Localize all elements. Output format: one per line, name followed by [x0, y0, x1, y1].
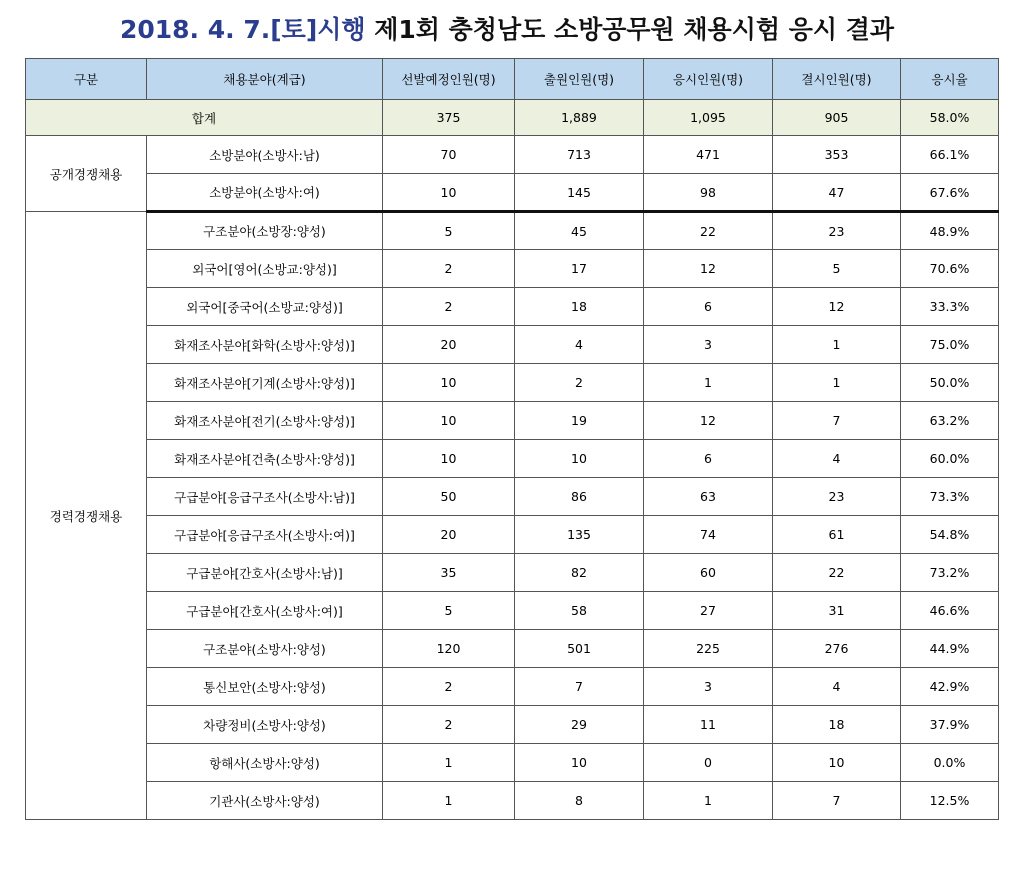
cell-planned: 2: [383, 706, 515, 744]
cell-applied: 8: [515, 782, 644, 820]
table-row: [26, 516, 999, 554]
header-attended: 응시인원(명): [644, 59, 773, 100]
cell-attended: 471: [644, 136, 773, 174]
cell-rate: 48.9%: [901, 212, 999, 250]
header-category: 구분: [26, 59, 147, 100]
cell-absent: 4: [773, 440, 901, 478]
cell-absent: 7: [773, 782, 901, 820]
cell-field: 통신보안(소방사:양성): [147, 668, 383, 706]
cell-attended: 63: [644, 478, 773, 516]
cell-absent: 10: [773, 744, 901, 782]
cell-rate: 44.9%: [901, 630, 999, 668]
cell-field: 구급분야[간호사(소방사:여)]: [147, 592, 383, 630]
cell-rate: 73.2%: [901, 554, 999, 592]
cell-attended: 98: [644, 174, 773, 212]
table-row: [26, 630, 999, 668]
cell-attended: 6: [644, 440, 773, 478]
table-row: [26, 136, 999, 174]
cell-field: 기관사(소방사:양성): [147, 782, 383, 820]
cell-attended: 22: [644, 212, 773, 250]
cell-absent: 4: [773, 668, 901, 706]
cell-planned: 120: [383, 630, 515, 668]
cell-rate: 33.3%: [901, 288, 999, 326]
cell-attended: 1: [644, 782, 773, 820]
cell-rate: 67.6%: [901, 174, 999, 212]
title-date: 2018. 4. 7.[토]시행: [119, 15, 366, 44]
cell-planned: 1: [383, 744, 515, 782]
cell-rate: 54.8%: [901, 516, 999, 554]
cell-applied: 10: [515, 440, 644, 478]
cell-planned: 70: [383, 136, 515, 174]
cell-attended: 74: [644, 516, 773, 554]
results-table: [25, 58, 999, 820]
cell-field: 구급분야[응급구조사(소방사:남)]: [147, 478, 383, 516]
cell-absent: 276: [773, 630, 901, 668]
header-absent: 결시인원(명): [773, 59, 901, 100]
cell-planned: 5: [383, 592, 515, 630]
group-career-competition: 경력경쟁채용: [26, 212, 147, 820]
table-row: [26, 668, 999, 706]
cell-planned: 50: [383, 478, 515, 516]
cell-field: 구조분야(소방장:양성): [147, 212, 383, 250]
cell-applied: 713: [515, 136, 644, 174]
cell-attended: 60: [644, 554, 773, 592]
page-title: [0, 10, 1014, 50]
cell-applied: 45: [515, 212, 644, 250]
cell-applied: 19: [515, 402, 644, 440]
header-field: 채용분야(계급): [147, 59, 383, 100]
total-attended: 1,095: [644, 100, 773, 136]
cell-attended: 3: [644, 668, 773, 706]
cell-absent: 353: [773, 136, 901, 174]
table-row: [26, 478, 999, 516]
cell-rate: 12.5%: [901, 782, 999, 820]
cell-field: 소방분야(소방사:남): [147, 136, 383, 174]
cell-attended: 3: [644, 326, 773, 364]
cell-absent: 22: [773, 554, 901, 592]
cell-absent: 61: [773, 516, 901, 554]
cell-field: 차량정비(소방사:양성): [147, 706, 383, 744]
table-row: [26, 592, 999, 630]
cell-field: 구급분야[간호사(소방사:남)]: [147, 554, 383, 592]
table-row: [26, 250, 999, 288]
cell-applied: 135: [515, 516, 644, 554]
cell-rate: 70.6%: [901, 250, 999, 288]
total-label: 합계: [26, 100, 383, 136]
table-row: [26, 554, 999, 592]
table-row: [26, 212, 999, 250]
cell-applied: 2: [515, 364, 644, 402]
cell-planned: 20: [383, 326, 515, 364]
cell-rate: 60.0%: [901, 440, 999, 478]
cell-attended: 11: [644, 706, 773, 744]
cell-attended: 27: [644, 592, 773, 630]
cell-attended: 1: [644, 364, 773, 402]
cell-absent: 7: [773, 402, 901, 440]
cell-field: 항해사(소방사:양성): [147, 744, 383, 782]
cell-planned: 20: [383, 516, 515, 554]
cell-rate: 66.1%: [901, 136, 999, 174]
table-row: [26, 440, 999, 478]
cell-field: 외국어[중국어(소방교:양성)]: [147, 288, 383, 326]
cell-planned: 2: [383, 250, 515, 288]
cell-field: 소방분야(소방사:여): [147, 174, 383, 212]
cell-attended: 6: [644, 288, 773, 326]
table-header-row: [26, 59, 999, 100]
cell-absent: 1: [773, 364, 901, 402]
total-row: [26, 100, 999, 136]
table-row: [26, 364, 999, 402]
cell-attended: 225: [644, 630, 773, 668]
cell-attended: 12: [644, 250, 773, 288]
cell-rate: 0.0%: [901, 744, 999, 782]
cell-applied: 18: [515, 288, 644, 326]
cell-applied: 10: [515, 744, 644, 782]
table-row: [26, 782, 999, 820]
cell-rate: 73.3%: [901, 478, 999, 516]
header-rate: 응시율: [901, 59, 999, 100]
table-row: [26, 288, 999, 326]
table-row: [26, 174, 999, 212]
cell-absent: 1: [773, 326, 901, 364]
table-row: [26, 402, 999, 440]
cell-rate: 46.6%: [901, 592, 999, 630]
cell-planned: 2: [383, 668, 515, 706]
table-row: [26, 326, 999, 364]
cell-absent: 5: [773, 250, 901, 288]
cell-applied: 29: [515, 706, 644, 744]
cell-rate: 50.0%: [901, 364, 999, 402]
cell-attended: 12: [644, 402, 773, 440]
cell-absent: 31: [773, 592, 901, 630]
cell-attended: 0: [644, 744, 773, 782]
cell-field: 화재조사분야[전기(소방사:양성)]: [147, 402, 383, 440]
cell-applied: 82: [515, 554, 644, 592]
cell-field: 외국어[영어(소방교:양성)]: [147, 250, 383, 288]
cell-applied: 86: [515, 478, 644, 516]
cell-planned: 2: [383, 288, 515, 326]
cell-applied: 145: [515, 174, 644, 212]
cell-absent: 23: [773, 212, 901, 250]
cell-applied: 501: [515, 630, 644, 668]
total-absent: 905: [773, 100, 901, 136]
cell-field: 화재조사분야[화학(소방사:양성)]: [147, 326, 383, 364]
total-applied: 1,889: [515, 100, 644, 136]
cell-rate: 42.9%: [901, 668, 999, 706]
cell-field: 화재조사분야[건축(소방사:양성)]: [147, 440, 383, 478]
cell-planned: 10: [383, 440, 515, 478]
header-planned: 선발예정인원(명): [383, 59, 515, 100]
total-planned: 375: [383, 100, 515, 136]
table-row: [26, 744, 999, 782]
cell-absent: 23: [773, 478, 901, 516]
cell-field: 구조분야(소방사:양성): [147, 630, 383, 668]
cell-field: 화재조사분야[기계(소방사:양성)]: [147, 364, 383, 402]
cell-rate: 63.2%: [901, 402, 999, 440]
cell-absent: 18: [773, 706, 901, 744]
cell-rate: 75.0%: [901, 326, 999, 364]
cell-planned: 10: [383, 402, 515, 440]
cell-planned: 10: [383, 364, 515, 402]
header-applied: 출원인원(명): [515, 59, 644, 100]
cell-absent: 47: [773, 174, 901, 212]
cell-planned: 10: [383, 174, 515, 212]
cell-absent: 12: [773, 288, 901, 326]
cell-field: 구급분야[응급구조사(소방사:여)]: [147, 516, 383, 554]
total-rate: 58.0%: [901, 100, 999, 136]
group-open-competition: 공개경쟁채용: [26, 136, 147, 212]
cell-planned: 5: [383, 212, 515, 250]
cell-rate: 37.9%: [901, 706, 999, 744]
cell-applied: 17: [515, 250, 644, 288]
cell-applied: 7: [515, 668, 644, 706]
title-main: 제1회 충청남도 소방공무원 채용시험 응시 결과: [365, 15, 895, 44]
cell-applied: 4: [515, 326, 644, 364]
cell-planned: 1: [383, 782, 515, 820]
cell-applied: 58: [515, 592, 644, 630]
cell-planned: 35: [383, 554, 515, 592]
table-row: [26, 706, 999, 744]
